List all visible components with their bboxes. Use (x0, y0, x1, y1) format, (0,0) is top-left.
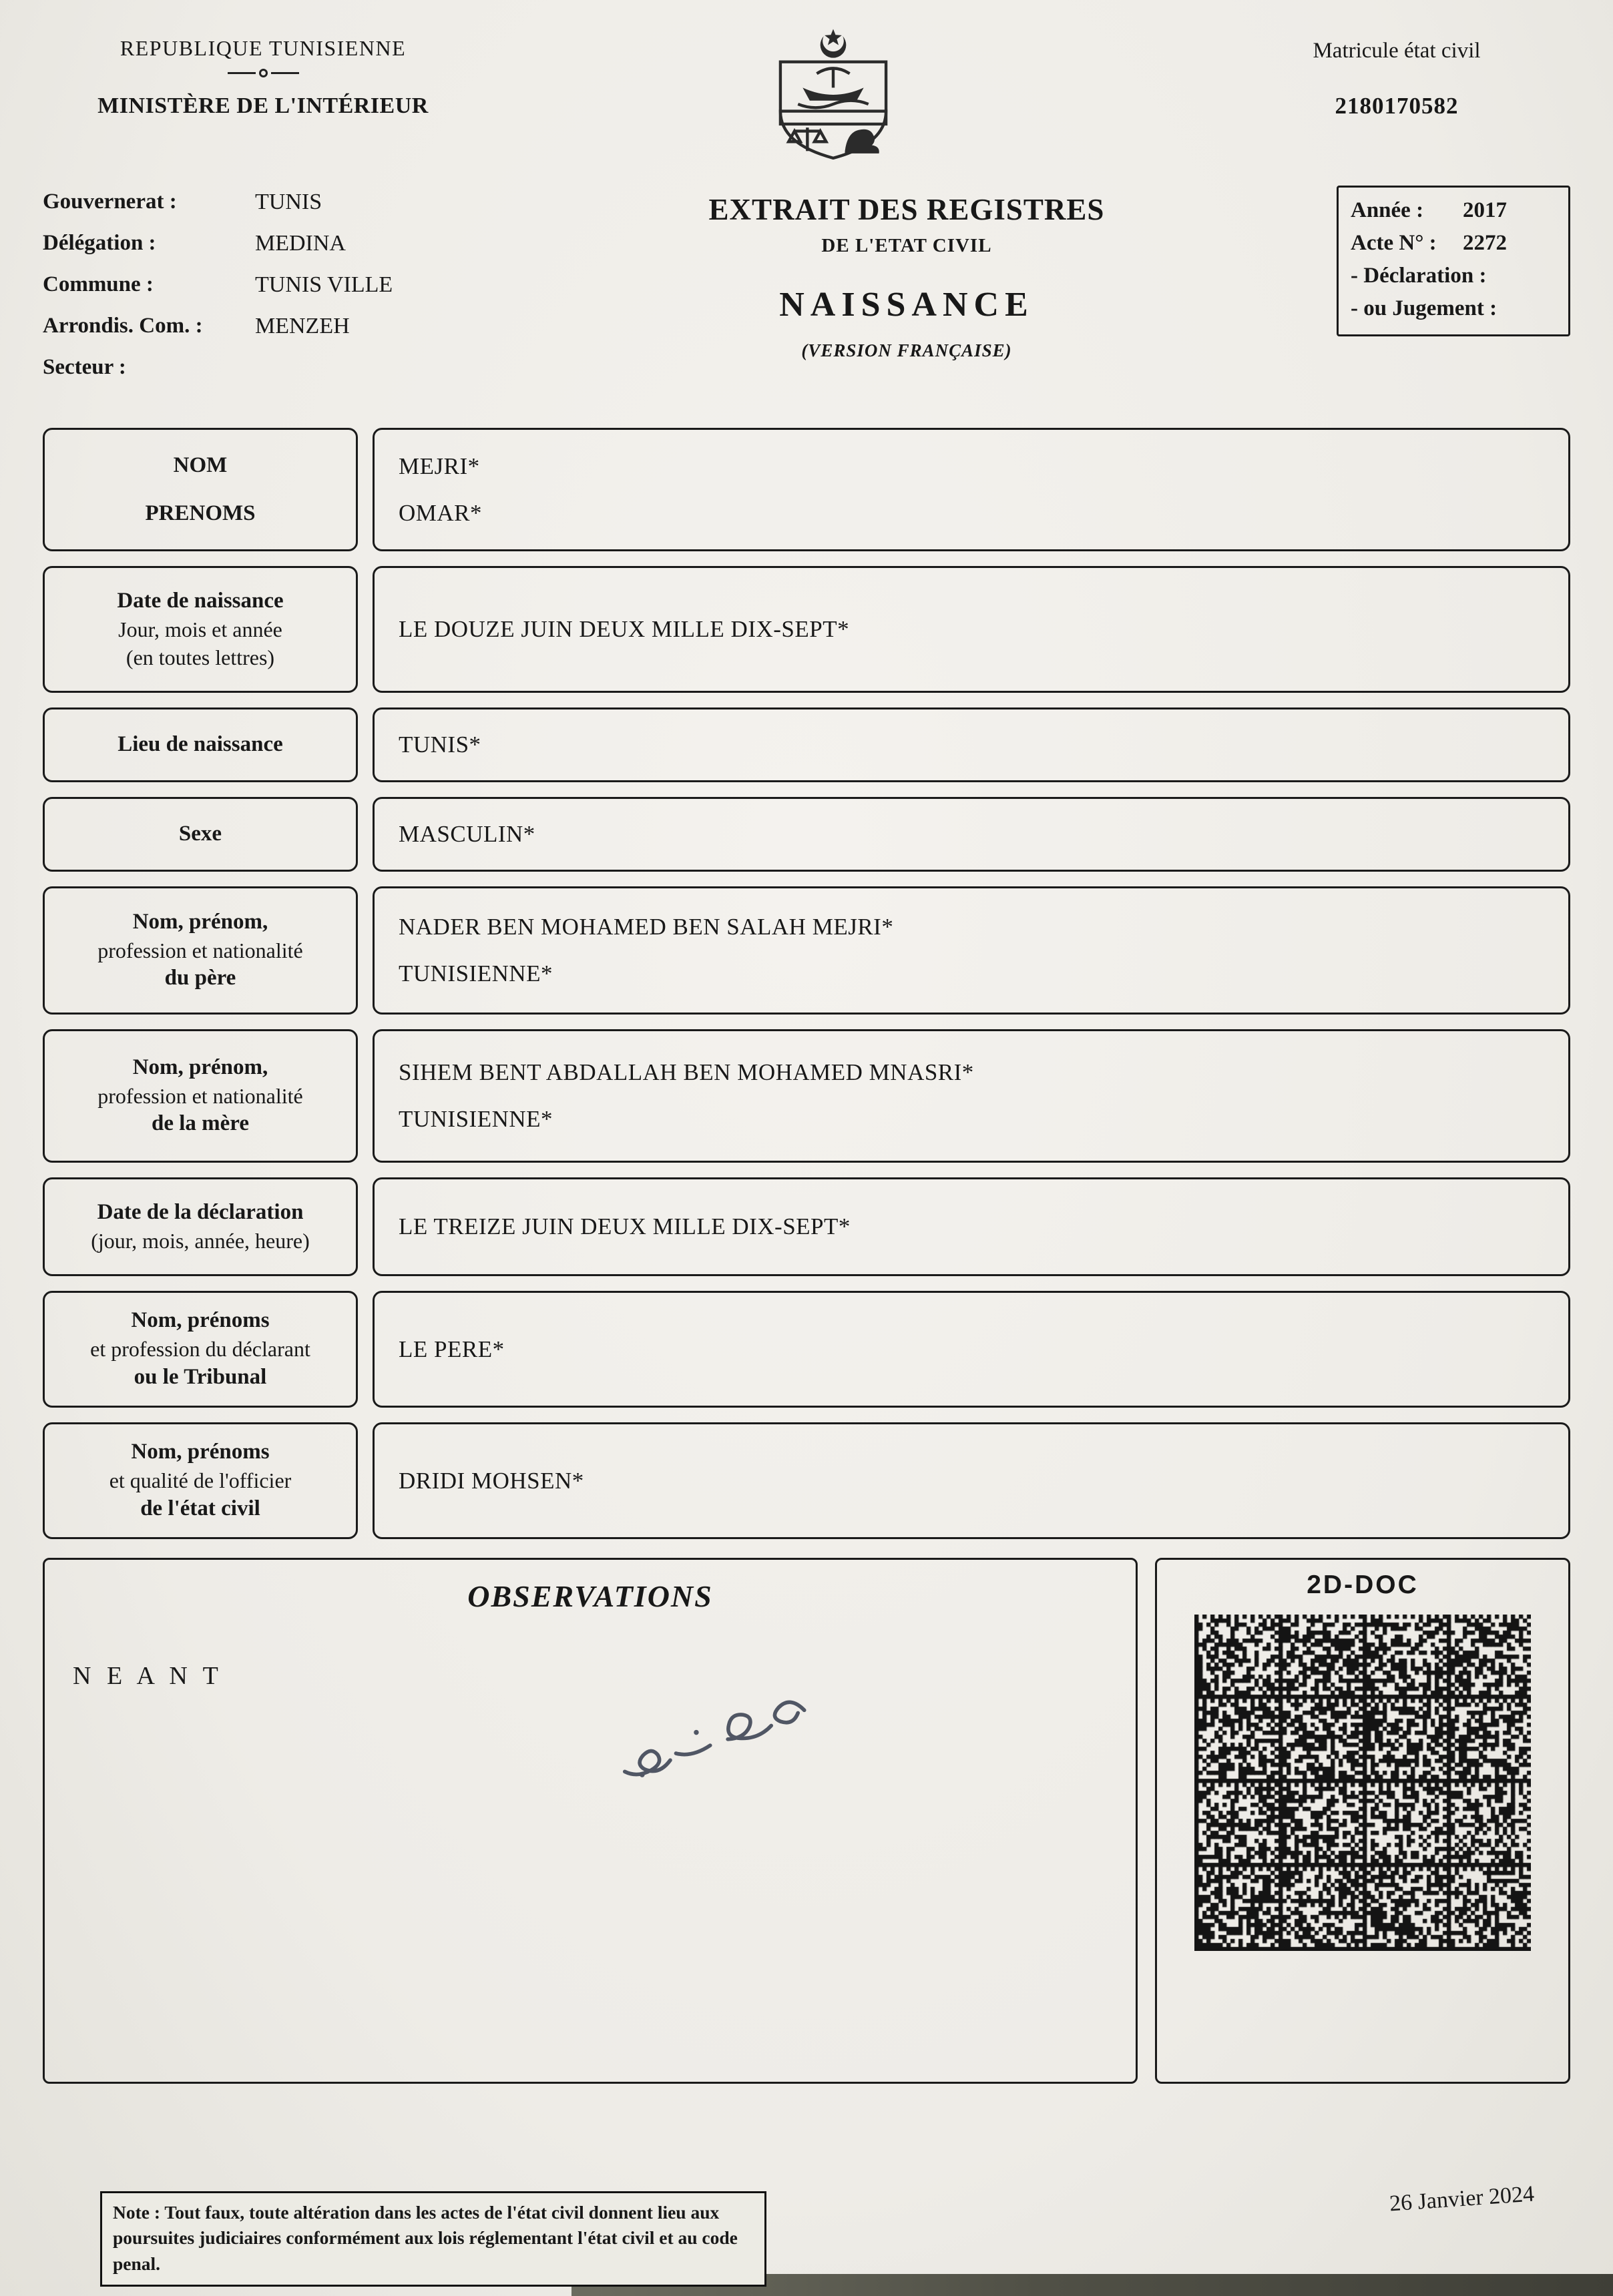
ornament-divider (83, 69, 443, 77)
declaration-label: - Déclaration : (1351, 264, 1487, 288)
arrondissement-label: Arrondis. Com. : (43, 314, 203, 338)
date-naissance-label: Date de naissance (117, 589, 284, 613)
title-naissance: NAISSANCE (779, 286, 1034, 324)
acte-box (1337, 186, 1570, 336)
mere-label-box (43, 1029, 358, 1163)
declarant-value: LE PERE* (399, 1336, 505, 1362)
ornament-bar (271, 72, 299, 74)
date-naissance-sublabel-2: (en toutes lettres) (126, 645, 275, 669)
2d-doc-box (1155, 1558, 1570, 2084)
document-title-block (477, 186, 1337, 361)
date-declaration-value: LE TREIZE JUIN DEUX MILLE DIX-SEPT* (399, 1213, 851, 1239)
officier-label-3: de l'état civil (140, 1496, 260, 1520)
matricule-label: Matricule état civil (1313, 39, 1481, 63)
2d-doc-barcode (1194, 1615, 1531, 1951)
acte-number-line (1351, 231, 1556, 256)
observations-box (43, 1558, 1138, 2084)
pere-label-box (43, 886, 358, 1015)
admin-row-gouvernerat (43, 190, 477, 215)
date-declaration-label-box (43, 1177, 358, 1276)
matricule-block (1223, 25, 1570, 119)
prenoms-value: OMAR* (399, 499, 483, 526)
fields-section (43, 428, 1570, 1539)
head-row (43, 186, 1570, 396)
commune-label: Commune : (43, 272, 154, 296)
note-label: Note : (113, 2201, 161, 2223)
prenoms-label: PRENOMS (145, 501, 256, 525)
field-row-nom-prenoms (43, 428, 1570, 551)
sexe-value: MASCULIN* (399, 821, 535, 847)
republic-title: REPUBLIQUE TUNISIENNE (120, 36, 407, 60)
date-naissance-value-box (373, 566, 1570, 693)
2d-doc-label: 2D-DOC (1307, 1570, 1419, 1599)
ornament-bar (228, 72, 256, 74)
pere-nationality-value: TUNISIENNE* (399, 960, 553, 986)
secteur-label: Secteur : (43, 355, 126, 379)
date-naissance-sublabel-1: Jour, mois et année (118, 617, 282, 642)
acte-number-value: 2272 (1463, 231, 1507, 255)
nom-prenoms-label-box (43, 428, 358, 551)
declaration-line (1351, 264, 1556, 288)
lieu-naissance-value-box (373, 707, 1570, 782)
gouvernerat-value: TUNIS (255, 190, 322, 214)
delegation-value: MEDINA (255, 231, 346, 256)
nom-prenoms-value-box (373, 428, 1570, 551)
declarant-label-box (43, 1291, 358, 1408)
officier-value: DRIDI MOHSEN* (399, 1467, 584, 1494)
pere-value-box (373, 886, 1570, 1015)
title-extrait: EXTRAIT DES REGISTRES (708, 193, 1105, 226)
declarant-label-2: et profession du déclarant (90, 1337, 310, 1362)
document-header (43, 25, 1570, 171)
date-declaration-label: Date de la déclaration (97, 1200, 304, 1225)
observations-title: OBSERVATIONS (467, 1579, 713, 1613)
mere-label-1: Nom, prénom, (132, 1055, 268, 1079)
field-row-sexe (43, 797, 1570, 872)
gouvernerat-label: Gouvernerat : (43, 190, 177, 214)
officier-label-1: Nom, prénoms (131, 1440, 270, 1464)
date-declaration-value-box (373, 1177, 1570, 1276)
mere-label-2: profession et nationalité (97, 1083, 303, 1108)
sexe-label-box (43, 797, 358, 872)
issue-date: 26 Janvier 2024 (1388, 2181, 1535, 2217)
officier-value-box (373, 1422, 1570, 1539)
note-text: Tout faux, toute altération dans les actes de l'état civil donnent lieu aux poursuites judiciaires conformément aux lois réglementant l'état civil et au code penal. (113, 2201, 738, 2274)
field-row-date-declaration (43, 1177, 1570, 1276)
matricule-value: 2180170582 (1335, 93, 1459, 119)
tunisia-coat-of-arms-icon (753, 25, 913, 182)
title-version: (VERSION FRANÇAISE) (801, 340, 1012, 360)
lieu-naissance-label-box (43, 707, 358, 782)
field-row-lieu-naissance (43, 707, 1570, 782)
handwritten-signature (553, 1679, 830, 1803)
ministry-title: MINISTÈRE DE L'INTÉRIEUR (97, 93, 429, 118)
ornament-ring (259, 69, 268, 77)
observations-value: N E A N T (73, 1662, 223, 1690)
pere-label-3: du père (164, 966, 236, 990)
field-row-officier (43, 1422, 1570, 1539)
delegation-label: Délégation : (43, 231, 156, 255)
declarant-label-3: ou le Tribunal (134, 1364, 267, 1389)
mere-nationality-value: TUNISIENNE* (399, 1106, 553, 1132)
arrondissement-value: MENZEH (255, 314, 350, 338)
officier-label-2: et qualité de l'officier (109, 1468, 292, 1493)
mere-name-value: SIHEM BENT ABDALLAH BEN MOHAMED MNASRI* (399, 1059, 974, 1085)
nom-value: MEJRI* (399, 453, 480, 479)
date-declaration-sublabel: (jour, mois, année, heure) (91, 1229, 310, 1253)
pere-label-2: profession et nationalité (97, 938, 303, 962)
date-naissance-label-box (43, 566, 358, 693)
annee-value: 2017 (1463, 198, 1507, 222)
declarant-value-box (373, 1291, 1570, 1408)
lieu-naissance-label: Lieu de naissance (118, 732, 283, 757)
sexe-label: Sexe (178, 822, 222, 846)
acte-number-label: Acte N° : (1351, 231, 1437, 255)
sexe-value-box (373, 797, 1570, 872)
legal-note-box (100, 2191, 766, 2287)
admin-row-delegation (43, 231, 477, 256)
admin-block (43, 186, 477, 396)
date-naissance-value: LE DOUZE JUIN DEUX MILLE DIX-SEPT* (399, 616, 850, 642)
admin-row-arrondissement (43, 314, 477, 339)
pere-name-value: NADER BEN MOHAMED BEN SALAH MEJRI* (399, 914, 894, 940)
declarant-label-1: Nom, prénoms (131, 1308, 270, 1333)
field-row-declarant (43, 1291, 1570, 1408)
field-row-date-naissance (43, 566, 1570, 693)
annee-label: Année : (1351, 198, 1424, 222)
republic-block (43, 25, 443, 119)
annee-line (1351, 198, 1556, 223)
admin-row-secteur (43, 355, 477, 380)
commune-value: TUNIS VILLE (255, 272, 393, 297)
lieu-naissance-value: TUNIS* (399, 732, 481, 758)
jugement-line (1351, 296, 1556, 321)
field-row-pere (43, 886, 1570, 1015)
officier-label-box (43, 1422, 358, 1539)
admin-row-commune (43, 272, 477, 298)
field-row-mere (43, 1029, 1570, 1163)
mere-label-3: de la mère (151, 1111, 249, 1136)
pere-label-1: Nom, prénom, (132, 909, 268, 934)
observations-row (43, 1558, 1570, 2084)
nom-label: NOM (173, 453, 228, 477)
jugement-label: - ou Jugement : (1351, 296, 1497, 320)
title-etat-civil: DE L'ETAT CIVIL (821, 235, 992, 256)
mere-value-box (373, 1029, 1570, 1163)
